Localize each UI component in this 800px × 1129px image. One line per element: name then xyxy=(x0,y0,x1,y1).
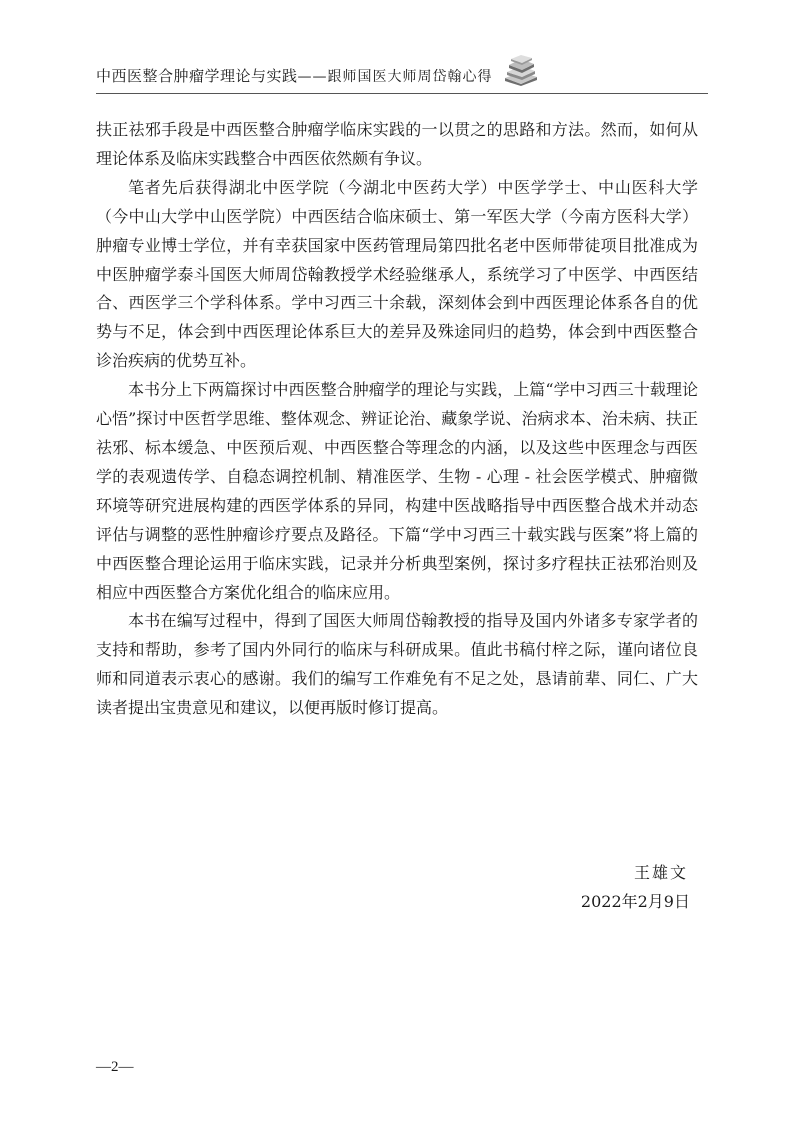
page-number: —2— xyxy=(96,1059,134,1075)
paragraph-3: 本书分上下两篇探讨中西医整合肿瘤学的理论与实践，上篇“学中习西三十载理论心悟”探讨中医哲学思维、整体观念、辨证论治、藏象学说、治病求本、治未病、扶正祛邪、标本缓急、中医预后观、中西医整合等理念的内涵，以及这些中医理念与西医学的表观遗传学、自稳态调控机制、精准医学、生物 - 心理 - 社会医学模式、肿瘤微环境等研究进展构建的西医学体系的异同，构建中医战略指导中西医整合战术并动态评估与调整的恶性肿瘤诊疗要点及路径。下篇“学中习西三十载实践与医案”将上篇的中西医整合理论运用于临床实践，记录并分析典型案例，探讨多疗程扶正祛邪治则及相应中西医整合方案优化组合的临床应用。 xyxy=(96,380,698,602)
body-text xyxy=(96,116,698,723)
paragraph-2: 笔者先后获得湖北中医学院（今湖北中医药大学）中医学学士、中山医科大学（今中山大学中山医学院）中西医结合临床硕士、第一军医大学（今南方医科大学）肿瘤专业博士学位，并有幸获国家中医药管理局第四批名老中医师带徒项目批准成为中医肿瘤学泰斗国医大师周岱翰教授学术经验继承人，系统学习了中医学、中西医结合、西医学三个学科体系。学中习西三十余载，深刻体会到中西医理论体系各自的优势与不足，体会到中西医理论体系巨大的差异及殊途同归的趋势，体会到中西医整合诊治疾病的优势互补。 xyxy=(96,177,698,371)
running-header xyxy=(96,62,706,90)
header-rule xyxy=(96,93,708,94)
books-stack-icon xyxy=(501,54,541,86)
book-subtitle: ——跟师国医大师周岱翰心得 xyxy=(297,69,493,85)
paragraph-1: 扶正祛邪手段是中西医整合肿瘤学临床实践的一以贯之的思路和方法。然而，如何从理论体系及临床实践整合中西医依然颇有争议。 xyxy=(96,120,698,168)
header-title-line xyxy=(96,65,493,86)
paragraph-4: 本书在编写过程中，得到了国医大师周岱翰教授的指导及国内外诸多专家学者的支持和帮助，参考了国内外同行的临床与科研成果。值此书稿付梓之际，谨向诸位良师和同道表示衷心的感谢。我们的编写工作难免有不足之处，恳请前辈、同仁、广大读者提出宝贵意见和建议，以便再版时修订提高。 xyxy=(96,611,698,718)
book-title: 中西医整合肿瘤学理论与实践 xyxy=(96,67,298,85)
author-signature: 王雄文 xyxy=(633,863,688,882)
signature-date: 2022年2月9日 xyxy=(580,892,690,911)
